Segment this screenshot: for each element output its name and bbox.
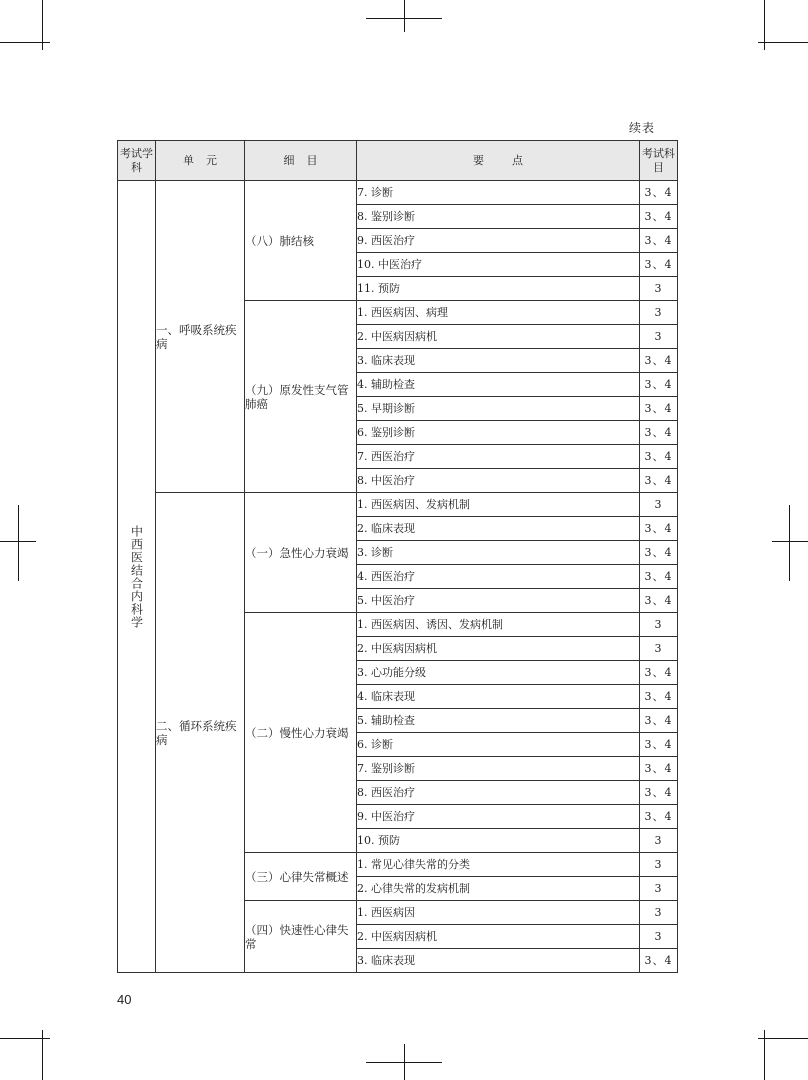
point-cell: 1. 西医病因 — [357, 901, 640, 925]
point-cell: 2. 中医病因病机 — [357, 637, 640, 661]
code-cell: 3 — [640, 325, 678, 349]
code-cell: 3、4 — [640, 661, 678, 685]
code-cell: 3、4 — [640, 205, 678, 229]
point-cell: 5. 中医治疗 — [357, 589, 640, 613]
point-cell: 6. 诊断 — [357, 733, 640, 757]
code-cell: 3 — [640, 901, 678, 925]
point-cell: 9. 中医治疗 — [357, 805, 640, 829]
point-cell: 5. 辅助检查 — [357, 709, 640, 733]
point-cell: 3. 心功能分级 — [357, 661, 640, 685]
point-cell: 3. 诊断 — [357, 541, 640, 565]
point-cell: 11. 预防 — [357, 277, 640, 301]
code-cell: 3、4 — [640, 541, 678, 565]
point-cell: 7. 西医治疗 — [357, 445, 640, 469]
point-cell: 4. 临床表现 — [357, 685, 640, 709]
item-cell: （九）原发性支气管肺癌 — [245, 301, 357, 493]
point-cell: 8. 西医治疗 — [357, 781, 640, 805]
code-cell: 3、4 — [640, 373, 678, 397]
header-points: 要点 — [357, 141, 640, 181]
point-cell: 7. 鉴别诊断 — [357, 757, 640, 781]
item-cell: （二）慢性心力衰竭 — [245, 613, 357, 853]
point-cell: 1. 西医病因、发病机制 — [357, 493, 640, 517]
unit-cell: 一、呼吸系统疾病 — [156, 181, 245, 493]
code-cell: 3、4 — [640, 421, 678, 445]
point-cell: 10. 中医治疗 — [357, 253, 640, 277]
code-cell: 3、4 — [640, 757, 678, 781]
item-cell: （八）肺结核 — [245, 181, 357, 301]
point-cell: 3. 临床表现 — [357, 349, 640, 373]
code-cell: 3 — [640, 301, 678, 325]
point-cell: 4. 辅助检查 — [357, 373, 640, 397]
header-subject: 考试学科 — [118, 141, 156, 181]
point-cell: 2. 临床表现 — [357, 517, 640, 541]
code-cell: 3 — [640, 493, 678, 517]
point-cell: 1. 常见心律失常的分类 — [357, 853, 640, 877]
table-header-row — [118, 141, 678, 181]
subject-cell: 中西医结合内科学 — [118, 181, 156, 973]
code-cell: 3、4 — [640, 181, 678, 205]
point-cell: 1. 西医病因、诱因、发病机制 — [357, 613, 640, 637]
code-cell: 3、4 — [640, 229, 678, 253]
code-cell: 3 — [640, 829, 678, 853]
continued-table-label: 续表 — [629, 121, 656, 135]
point-cell: 2. 心律失常的发病机制 — [357, 877, 640, 901]
point-cell: 1. 西医病因、病理 — [357, 301, 640, 325]
code-cell: 3、4 — [640, 709, 678, 733]
point-cell: 9. 西医治疗 — [357, 229, 640, 253]
point-cell: 5. 早期诊断 — [357, 397, 640, 421]
code-cell: 3、4 — [640, 253, 678, 277]
table-row — [118, 493, 678, 517]
code-cell: 3、4 — [640, 349, 678, 373]
item-cell: （一）急性心力衰竭 — [245, 493, 357, 613]
header-exam-subject: 考试科目 — [640, 141, 678, 181]
code-cell: 3 — [640, 877, 678, 901]
table-row — [118, 181, 678, 205]
code-cell: 3 — [640, 637, 678, 661]
point-cell: 4. 西医治疗 — [357, 565, 640, 589]
code-cell: 3、4 — [640, 445, 678, 469]
point-cell: 8. 鉴别诊断 — [357, 205, 640, 229]
code-cell: 3、4 — [640, 949, 678, 973]
code-cell: 3、4 — [640, 733, 678, 757]
point-cell: 8. 中医治疗 — [357, 469, 640, 493]
item-cell: （四）快速性心律失常 — [245, 901, 357, 973]
point-cell: 6. 鉴别诊断 — [357, 421, 640, 445]
code-cell: 3、4 — [640, 469, 678, 493]
page-number: 40 — [117, 992, 132, 1007]
code-cell: 3、4 — [640, 397, 678, 421]
point-cell: 10. 预防 — [357, 829, 640, 853]
code-cell: 3 — [640, 613, 678, 637]
code-cell: 3、4 — [640, 517, 678, 541]
point-cell: 2. 中医病因病机 — [357, 325, 640, 349]
code-cell: 3、4 — [640, 565, 678, 589]
point-cell: 2. 中医病因病机 — [357, 925, 640, 949]
exam-outline-table — [117, 140, 678, 973]
unit-cell: 二、循环系统疾病 — [156, 493, 245, 973]
code-cell: 3、4 — [640, 685, 678, 709]
code-cell: 3 — [640, 925, 678, 949]
header-unit: 单元 — [156, 141, 245, 181]
header-detail: 细目 — [245, 141, 357, 181]
code-cell: 3、4 — [640, 589, 678, 613]
code-cell: 3、4 — [640, 805, 678, 829]
code-cell: 3 — [640, 277, 678, 301]
point-cell: 7. 诊断 — [357, 181, 640, 205]
code-cell: 3 — [640, 853, 678, 877]
point-cell: 3. 临床表现 — [357, 949, 640, 973]
item-cell: （三）心律失常概述 — [245, 853, 357, 901]
code-cell: 3、4 — [640, 781, 678, 805]
